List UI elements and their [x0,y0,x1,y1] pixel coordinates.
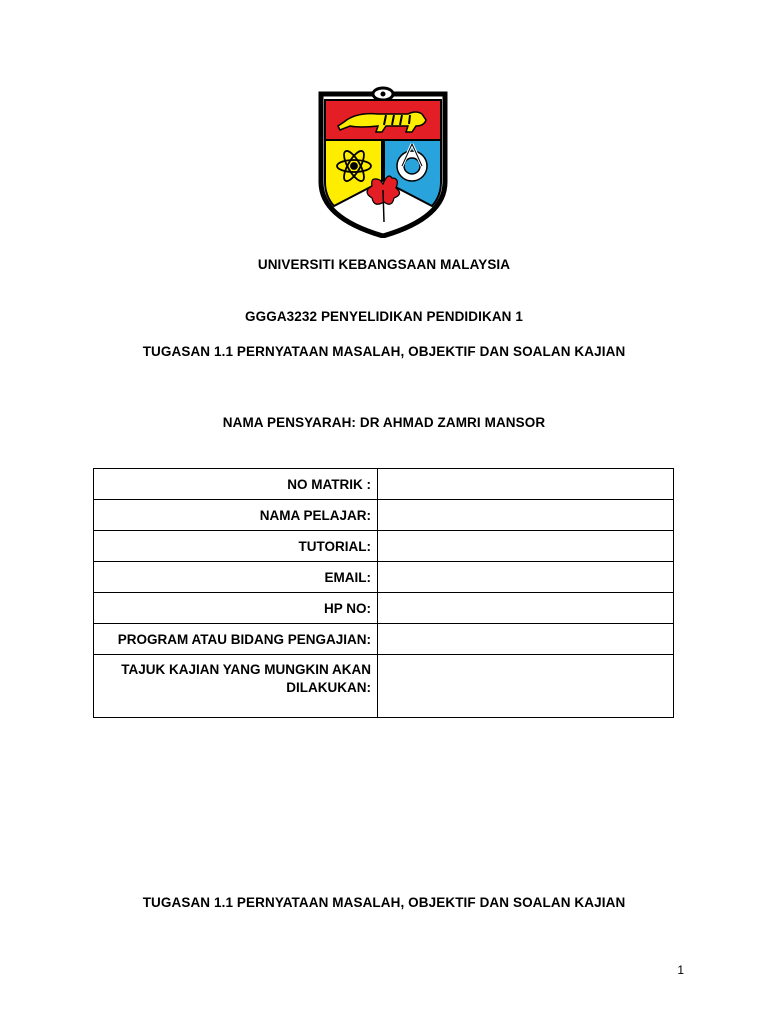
row-value-matric[interactable] [378,469,674,500]
section-title: TUGASAN 1.1 PERNYATAAN MASALAH, OBJEKTIF DAN SOALAN KAJIAN [142,895,626,910]
table-row [94,593,674,624]
table-row [94,562,674,593]
table-row [94,500,674,531]
row-label-phone: HP NO: [94,593,378,624]
row-label-matric: NO MATRIK : [94,469,378,500]
row-label-study-title: TAJUK KAJIAN YANG MUNGKIN AKAN DILAKUKAN: [94,655,378,718]
page-number: 1 [677,963,684,977]
table-row [94,531,674,562]
row-label-program: PROGRAM ATAU BIDANG PENGAJIAN: [94,624,378,655]
row-value-tutorial[interactable] [378,531,674,562]
lecturer-name: NAMA PENSYARAH: DR AHMAD ZAMRI MANSOR [222,415,546,430]
student-info-table [93,468,674,718]
row-label-student-name: NAMA PELAJAR: [94,500,378,531]
course-code-title: GGGA3232 PENYELIDIKAN PENDIDIKAN 1 [245,309,523,324]
table-row [94,469,674,500]
row-value-study-title[interactable] [378,655,674,718]
assignment-title: TUGASAN 1.1 PERNYATAAN MASALAH, OBJEKTIF DAN SOALAN KAJIAN [142,344,626,359]
row-value-program[interactable] [378,624,674,655]
university-name: UNIVERSITI KEBANGSAAN MALAYSIA [257,257,511,272]
row-value-student-name[interactable] [378,500,674,531]
row-label-tutorial: TUTORIAL: [94,531,378,562]
row-value-email[interactable] [378,562,674,593]
row-value-phone[interactable] [378,593,674,624]
table-row [94,655,674,718]
row-label-email: EMAIL: [94,562,378,593]
university-crest-logo [316,86,450,238]
table-row [94,624,674,655]
